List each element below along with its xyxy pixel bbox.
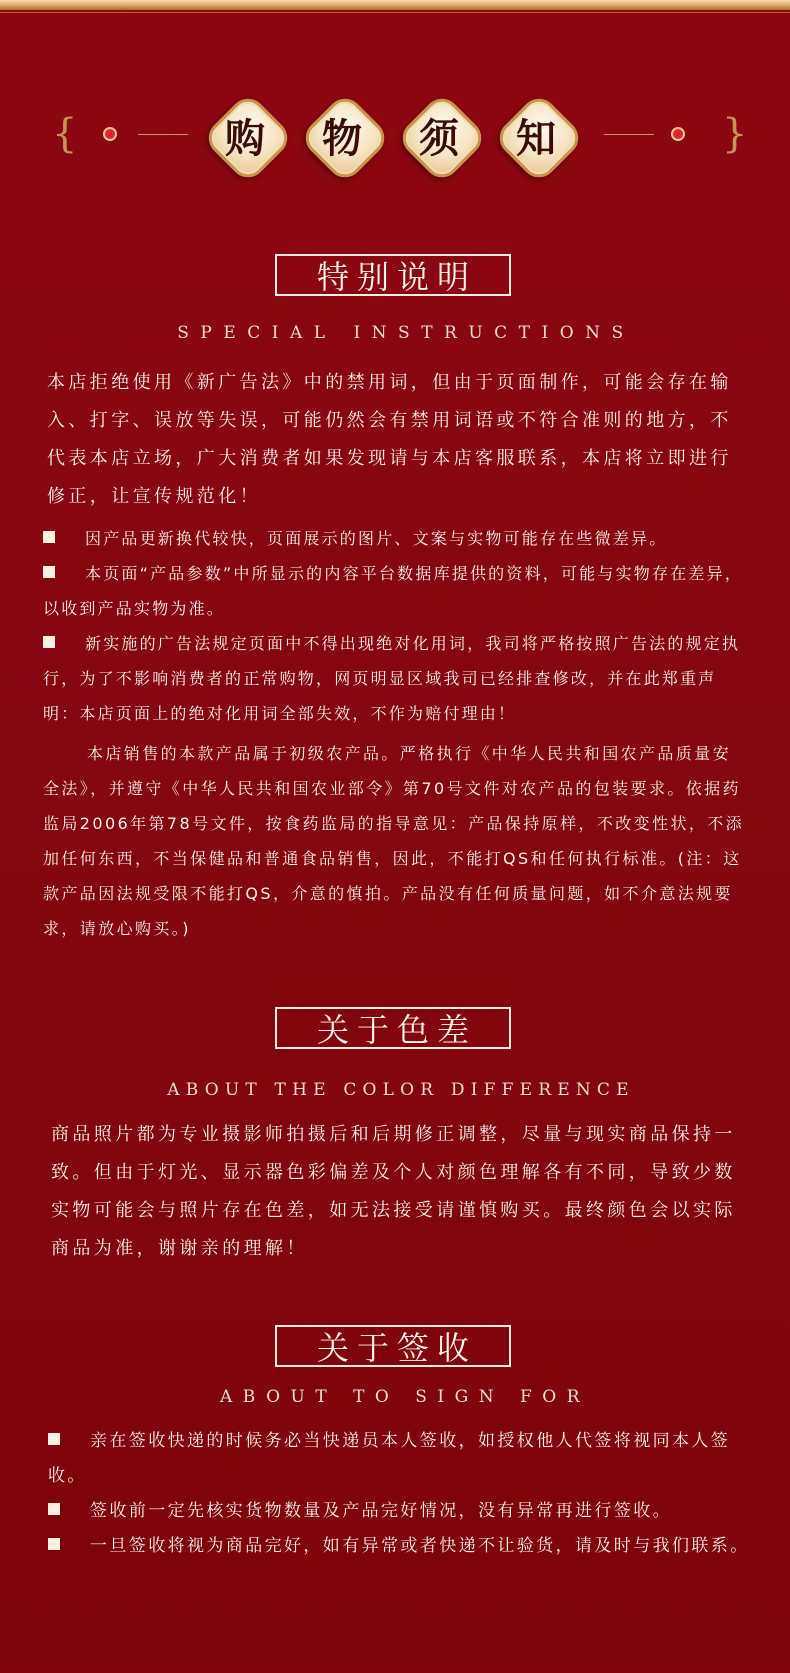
left-red-dot: [103, 127, 117, 141]
special-item: 新实施的广告法规定页面中不得出现绝对化用词，我司将严格按照广告法的规定执行，为了不影响消费者的正常购物，网页明显区域我司已经排查修改，并在此郑重声明：本店页面上的绝对化用词全部失效，不作为赔付理由！: [43, 634, 741, 723]
right-gold-line: [604, 134, 654, 135]
header-char: 知: [516, 114, 556, 162]
square-bullet-icon: [43, 531, 55, 543]
special-instructions-subtitle: SPECIAL INSTRUCTIONS: [177, 323, 635, 343]
header-tile-4: [497, 96, 575, 174]
special-intro-text: 本店拒绝使用《新广告法》中的禁用词，但由于页面制作，可能会存在输入、打字、误放等失误，可能仍然会有禁用词语或不符合准则的地方，不代表本店立场，广大消费者如果发现请与本店客服联系，本店将立即进行修正，让宣传规范化！: [47, 372, 732, 507]
special-item: 本页面“产品参数”中所显示的内容平台数据库提供的资料，可能与实物存在差异，以收到产品实物为准。: [43, 564, 743, 618]
header-char: 物: [322, 114, 362, 162]
square-bullet-icon: [48, 1538, 60, 1550]
sign-item: 亲在签收快递的时候务必当快递员本人签收，如授权他人代签将视同本人签收。: [48, 1431, 731, 1486]
left-brace-ornament: {: [52, 111, 78, 157]
sign-for-list: [48, 1424, 750, 1564]
color-difference-subtitle: ABOUT THE COLOR DIFFERENCE: [167, 1080, 635, 1100]
sign-for-title: 关于签收: [275, 1325, 511, 1367]
shopping-notice-header: [0, 92, 790, 178]
sign-item: 一旦签收将视为商品完好，如有异常或者快递不让验货，请及时与我们联系。: [48, 1529, 750, 1564]
header-tile-2: [303, 96, 381, 174]
header-char: 购: [225, 114, 265, 162]
right-red-dot: [671, 127, 685, 141]
color-difference-text: 商品照片都为专业摄影师拍摄后和后期修正调整，尽量与现实商品保持一致。但由于灯光、显示器色彩偏差及个人对颜色理解各有不同，导致少数实物可能会与照片存在色差，如无法接受请谨慎购买。最终颜色会以实际商品为准，谢谢亲的理解！: [51, 1124, 736, 1259]
square-bullet-icon: [43, 636, 55, 648]
agricultural-product-notice: 本店销售的本款产品属于初级农产品。严格执行《中华人民共和国农产品质量安全法》，并遵守《中华人民共和国农业部令》第70号文件对农产品的包装要求。依据药监局2006年第78号文件，按食药监局的指导意见：产品保持原样，不改变性状，不添加任何东西，不当保健品和普通食品销售，因此，不能打QS和任何执行标准。(注：这款产品因法规受限不能打QS，介意的慎拍。产品没有任何质量问题，如不介意法规要求，请放心购买。): [43, 744, 745, 938]
square-bullet-icon: [43, 566, 55, 578]
color-difference-title: 关于色差: [275, 1007, 511, 1049]
special-instructions-title: 特别说明: [275, 254, 511, 296]
header-char: 须: [419, 114, 459, 162]
sign-for-subtitle: ABOUT TO SIGN FOR: [219, 1387, 591, 1407]
top-gold-border: [0, 0, 790, 10]
right-brace-ornament: }: [722, 111, 748, 157]
square-bullet-icon: [48, 1433, 60, 1445]
header-tile-3: [400, 96, 478, 174]
sign-item: 签收前一定先核实货物数量及产品完好情况，没有异常再进行签收。: [48, 1494, 750, 1529]
square-bullet-icon: [48, 1503, 60, 1515]
special-item: 因产品更新换代较快，页面展示的图片、文案与实物可能存在些微差异。: [43, 521, 749, 556]
left-gold-line: [138, 134, 188, 135]
header-tile-1: [206, 96, 284, 174]
special-list: [43, 521, 749, 731]
